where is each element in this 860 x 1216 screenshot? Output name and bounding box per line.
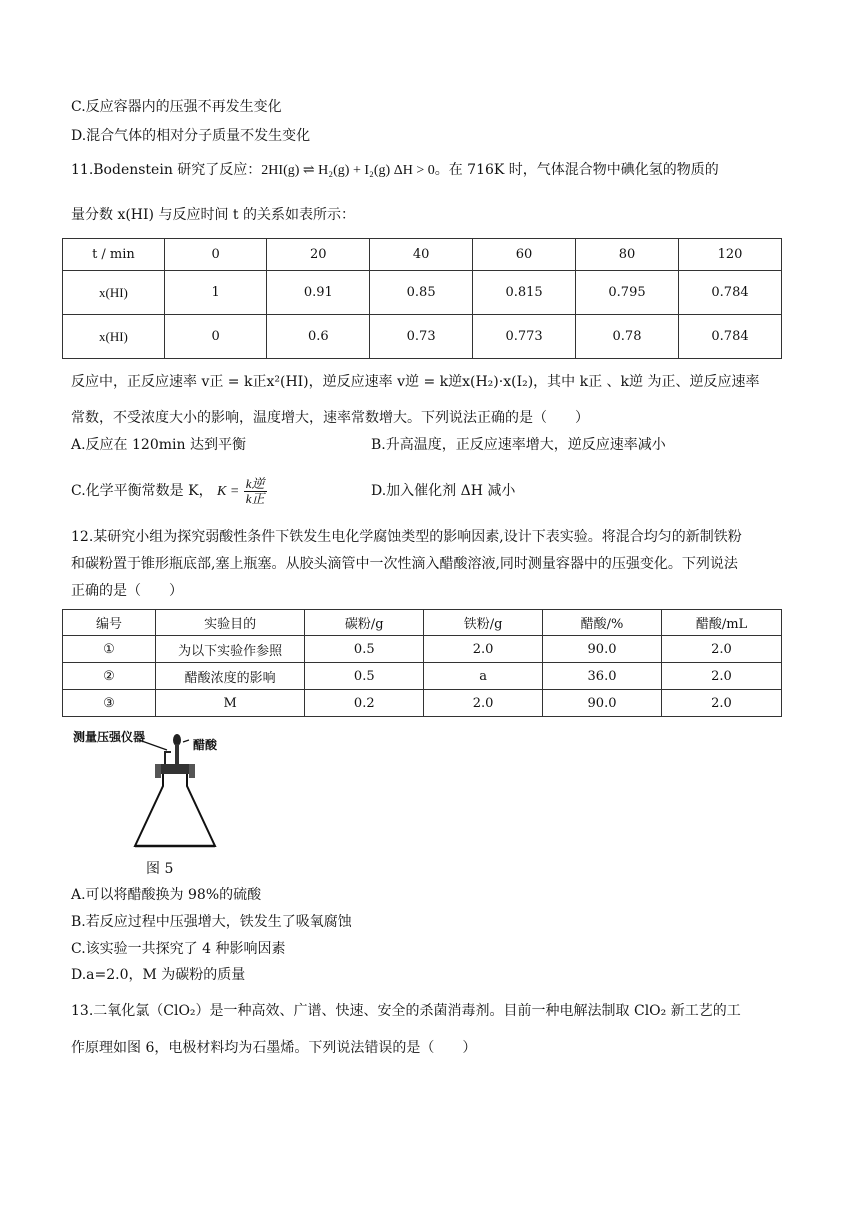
q11-rate-line1: 反应中，正反应速率 v正 = k正x²(HI)，逆反应速率 v逆 = k逆x(H₂)·x(I₂)，其中 k正 、k逆 为正、逆反应速率 [71,374,760,390]
q12-cell: 90.0 [543,690,662,717]
q12-cell: ③ [63,690,156,717]
q10-option-c: C.反应容器内的压强不再发生变化 [71,99,282,115]
q12-cell: ② [63,663,156,690]
q13-intro-line2: 作原理如图 6，电极材料均为石墨烯。下列说法错误的是（ ） [71,1040,477,1056]
q12-header-cell: 碳粉/g [305,610,424,636]
q12-cell: M [156,690,305,717]
q12-cell: 0.2 [305,690,424,717]
q11-intro-b: 。在 716K 时，气体混合物中碘化氢的物质的 [434,162,719,178]
q12-cell: 2.0 [661,663,781,690]
q12-figure-5 [71,724,231,854]
q12-cell: 为以下实验作参照 [156,636,305,663]
q12-intro-line2: 和碳粉置于锥形瓶底部,塞上瓶塞。从胶头滴管中一次性滴入醋酸溶液,同时测量容器中的压强变化。下列说法 [71,556,738,572]
q12-intro-line1: 12.某研究小组为探究弱酸性条件下铁发生电化学腐蚀类型的影响因素,设计下表实验。将混合均匀的新制铁粉 [71,529,742,545]
q12-cell: 0.5 [305,636,424,663]
q11-header-cell: 0 [164,239,267,271]
q12-option-d: D.a=2.0，M 为碳粉的质量 [71,967,246,983]
q12-cell: ① [63,636,156,663]
q12-table-header [63,610,782,636]
q11-option-c-fraction [244,477,267,506]
q11-option-c [71,473,267,510]
q12-cell: 36.0 [543,663,662,690]
q11-header-cell: 120 [679,239,782,271]
q11-cell: 0.784 [679,271,782,315]
figure-label-pressure-meter: 测量压强仪器 [73,730,146,744]
fraction-denominator: k正 [245,490,265,506]
q11-table [62,238,782,359]
table-row [63,690,782,717]
figure-label-acetic-acid: 醋酸 [193,738,218,752]
q12-cell: 2.0 [661,636,781,663]
q11-cell: x(HI) [63,315,165,359]
q12-option-a: A.可以将醋酸换为 98%的硫酸 [71,887,262,903]
q12-cell: 0.5 [305,663,424,690]
q12-header-cell: 编号 [63,610,156,636]
q11-cell: x(HI) [63,271,165,315]
q11-option-c-k: K = [217,484,240,499]
q11-equation: 2HI(g) ⇌ H₂(g) + I₂(g) ΔH > 0 [261,163,435,178]
q12-figure-caption: 图 5 [146,861,174,877]
q11-option-c-prefix: C.化学平衡常数是 K， [71,483,213,499]
table-row [63,636,782,663]
q11-cell: 0.795 [576,271,679,315]
q13-intro-line1: 13.二氧化氯（ClO₂）是一种高效、广谱、快速、安全的杀菌消毒剂。目前一种电解法制取 ClO₂ 新工艺的工 [71,1003,741,1019]
q11-cell: 0.78 [576,315,679,359]
q11-cell: 1 [164,271,267,315]
q10-option-d: D.混合气体的相对分子质量不发生变化 [71,128,311,144]
q11-cell: 0.6 [267,315,370,359]
q12-header-cell: 醋酸/% [543,610,662,636]
q12-cell: 醋酸浓度的影响 [156,663,305,690]
q12-table [62,609,782,717]
q12-intro-line3: 正确的是（ ） [71,583,183,599]
q12-option-c: C.该实验一共探究了 4 种影响因素 [71,941,286,957]
q11-cell: 0.73 [370,315,473,359]
table-row [63,315,782,359]
q11-cell: 0.85 [370,271,473,315]
q12-option-b: B.若反应过程中压强增大，铁发生了吸氧腐蚀 [71,914,352,930]
q11-cell: 0 [164,315,267,359]
q11-intro-a: 11.Bodenstein 研究了反应： [71,162,262,178]
q12-cell: a [424,663,543,690]
q12-cell: 2.0 [424,636,543,663]
q11-option-b: B.升高温度，正反应速率增大，逆反应速率减小 [371,437,666,453]
q12-cell: 2.0 [424,690,543,717]
q12-header-cell: 铁粉/g [424,610,543,636]
q12-cell: 2.0 [661,690,781,717]
table-row [63,271,782,315]
q11-header-cell: 80 [576,239,679,271]
q11-option-a: A.反应在 120min 达到平衡 [71,437,246,453]
q11-cell: 0.784 [679,315,782,359]
q11-header-cell: 20 [267,239,370,271]
q11-option-d: D.加入催化剂 ΔH 减小 [371,483,516,499]
q11-header-cell: 40 [370,239,473,271]
q11-header-cell: t / min [63,239,165,271]
q12-cell: 90.0 [543,636,662,663]
table-row [63,663,782,690]
q12-header-cell: 实验目的 [156,610,305,636]
q11-cell: 0.773 [473,315,576,359]
q11-cell: 0.91 [267,271,370,315]
q11-intro-line1 [71,160,719,181]
q11-rate-line2: 常数，不受浓度大小的影响，温度增大，速率常数增大。下列说法正确的是（ ） [71,410,589,426]
q11-cell: 0.815 [473,271,576,315]
q11-intro-line2: 量分数 x(HI) 与反应时间 t 的关系如表所示： [71,207,355,223]
q11-header-cell: 60 [473,239,576,271]
q12-header-cell: 醋酸/mL [661,610,781,636]
fraction-numerator: k逆 [245,475,265,491]
q11-table-header [63,239,782,271]
